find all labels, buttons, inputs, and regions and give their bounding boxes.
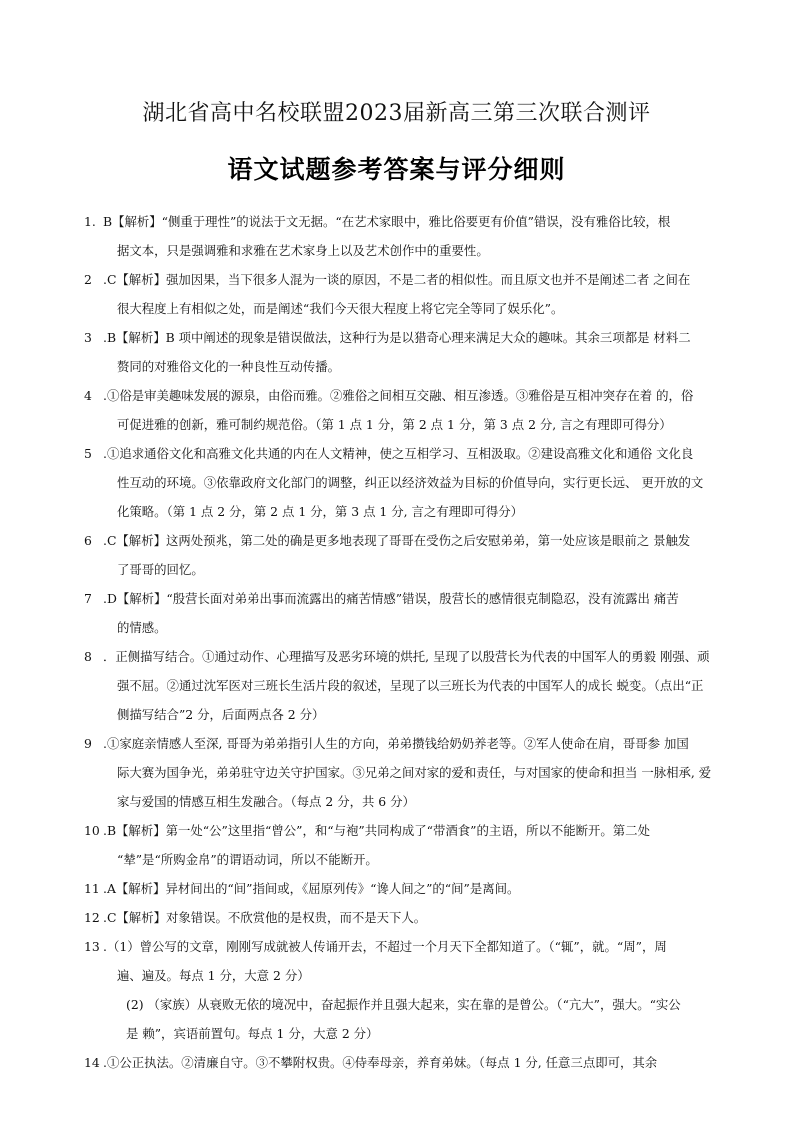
answer-line: 家与爱国的情感互相生发融合。（每点 2 分，共 6 分） xyxy=(117,794,415,809)
answer-line: 赘同的对雅俗文化的一种良性互动传播。 xyxy=(117,359,341,374)
answer-line: .（1）曾公写的文章，刚刚写成就被人传诵开去，不超过一个月天下全都知道了。（“辄”，就。“周”，周 xyxy=(103,939,667,954)
answer-line: .①追求通俗文化和高雅文化共通的内在人文精神，使之互相学习、互相汲取。②建设高雅文化和通俗 文化良 xyxy=(103,446,694,461)
answer-line: .D【解析】“殷营长面对弟弟出事而流露出的痛苦情感”错误，殷营长的感情很克制隐忍，没有流露出 痛苦 xyxy=(103,591,679,606)
answer-item xyxy=(84,903,712,932)
answer-line: 可促进雅的创新，雅可制约规范俗。（第 1 点 1 分，第 2 点 1 分，第 3 点 2 分, 言之有理即可得分） xyxy=(117,417,672,432)
answer-number: 8 xyxy=(84,649,92,664)
answer-item xyxy=(84,816,712,874)
answer-text xyxy=(103,381,712,439)
answer-line: 际大赛为国争光，弟弟驻守边关守护国家。③兄弟之间对家的爱和责任，与对国家的使命和担当 一脉相承, 爱 xyxy=(117,765,712,780)
answer-item xyxy=(84,439,712,526)
answer-item xyxy=(84,584,712,642)
answer-number: 13 xyxy=(84,939,100,954)
answer-line: 了哥哥的回忆。 xyxy=(117,562,204,577)
answer-text xyxy=(103,207,712,265)
answer-item xyxy=(84,1048,712,1077)
answer-item xyxy=(84,729,712,816)
answer-number: 9 xyxy=(84,736,92,751)
answer-line: 强不屈。②通过沈军医对三班长生活片段的叙述，呈现了以三班长为代表的中国军人的成长 蜕变。（点出“正 xyxy=(117,678,704,693)
answer-number: 1. xyxy=(84,214,96,229)
answer-line: 性互动的环境。③依靠政府文化部门的调整，纠正以经济效益为目标的价值导向，实行更长远、 更开放的文 xyxy=(117,475,704,490)
answer-subline: (2) （家族）从衰败无依的境况中，奋起振作并且强大起来，实在靠的是曾公。（“亢大”，强大。“实公 xyxy=(126,997,681,1012)
answer-line: 化策略。（第 1 点 2 分，第 2 点 1 分，第 3 点 1 分, 言之有理即可得分） xyxy=(117,504,524,519)
answer-item xyxy=(84,526,712,584)
answer-number: 3 xyxy=(84,330,92,345)
answer-number: 12 xyxy=(84,910,100,925)
answer-text xyxy=(103,874,712,903)
answer-line: .C【解析】强加因果，当下很多人混为一谈的原因，不是二者的相似性。而且原文也并不是阐述二者 之间在 xyxy=(103,272,691,287)
answer-text xyxy=(103,642,712,729)
answer-number: 10 xyxy=(84,823,100,838)
answer-line: B【解析】“侧重于理性”的说法于文无据。“在艺术家眼中，雅比俗要更有价值”错误，没有雅俗比较，根 xyxy=(103,214,671,229)
answer-line: .B【解析】第一处“公”这里指“曾公”，和“与袍”共同构成了“带酒食”的主语，所以不能断开。第二处 xyxy=(103,823,650,838)
answer-number: 6 xyxy=(84,533,92,548)
answer-line: 很大程度上有相似之处，而是阐述“我们今天很大程度上将它完全等同了娱乐化”。 xyxy=(117,301,564,316)
answer-line: 遍、遍及。每点 1 分，大意 2 分） xyxy=(117,968,310,983)
answer-text xyxy=(103,1048,712,1077)
answer-text xyxy=(103,816,712,874)
answer-item xyxy=(84,265,712,323)
answer-list xyxy=(84,207,712,1077)
answer-text xyxy=(103,323,712,381)
answer-line: .①俗是审美趣味发展的源泉，由俗而雅。②雅俗之间相互交融、相互渗透。③雅俗是互相冲突存在着 的，俗 xyxy=(103,388,694,403)
answer-number: 14 xyxy=(84,1055,100,1070)
answer-number: 2 xyxy=(84,272,92,287)
answer-line: 侧描写结合”2 分，后面两点各 2 分） xyxy=(117,707,325,722)
answer-line: 据文本，只是强调雅和求雅在艺术家身上以及艺术创作中的重要性。 xyxy=(117,243,489,258)
answer-line: .A【解析】异材间出的“间”指间或，《屈原列传》“谗人间之”的“间”是离间。 xyxy=(103,881,520,896)
answer-text xyxy=(103,526,712,584)
answer-line: .①公正执法。②清廉自守。③不攀附权贵。④侍奉母亲，养育弟妹。（每点 1 分, 任意三点即可，其余 xyxy=(103,1055,658,1070)
answer-item xyxy=(84,932,712,1048)
answer-text xyxy=(103,932,712,1048)
answer-line: .C【解析】这两处预兆，第二处的确是更多地表现了哥哥在受伤之后安慰弟弟，第一处应该是眼前之 景触发 xyxy=(103,533,691,548)
answer-line: .B【解析】B 项中阐述的现象是错误做法，这种行为是以猎奇心理来满足大众的趣味。其余三项都是 材料二 xyxy=(103,330,691,345)
answer-number: 11 xyxy=(84,881,100,896)
answer-item xyxy=(84,874,712,903)
answer-text xyxy=(103,729,712,816)
answer-line: .①家庭亲情感人至深, 哥哥为弟弟指引人生的方向，弟弟攒钱给奶奶养老等。②军人使命在肩，哥哥参 加国 xyxy=(103,736,689,751)
answer-item xyxy=(84,323,712,381)
answer-number: 5 xyxy=(84,446,92,461)
answer-item xyxy=(84,381,712,439)
answer-number: 4 xyxy=(84,388,92,403)
answer-line: “辇”是“所购金帛”的谓语动词，所以不能断开。 xyxy=(117,852,378,867)
answer-number: 7 xyxy=(84,591,92,606)
answer-item xyxy=(84,207,712,265)
answer-text xyxy=(103,439,712,526)
answer-text xyxy=(103,584,712,642)
answer-text xyxy=(103,903,712,932)
answer-line: 的情感。 xyxy=(117,620,167,635)
answer-subline: 是 赖”，宾语前置句。每点 1 分，大意 2 分） xyxy=(126,1026,379,1041)
answer-line: ．正侧描写结合。①通过动作、心理描写及恶劣环境的烘托, 呈现了以殷营长为代表的中国军人的勇毅 刚强、顽 xyxy=(103,649,710,664)
page-subtitle: 语文试题参考答案与评分细则 xyxy=(227,155,566,184)
answer-line: .C【解析】对象错误。不欣赏他的是权贵，而不是天下人。 xyxy=(103,910,427,925)
page-title: 湖北省高中名校联盟2023届新高三第三次联合测评 xyxy=(142,101,651,126)
answer-text xyxy=(103,265,712,323)
answer-item xyxy=(84,642,712,729)
